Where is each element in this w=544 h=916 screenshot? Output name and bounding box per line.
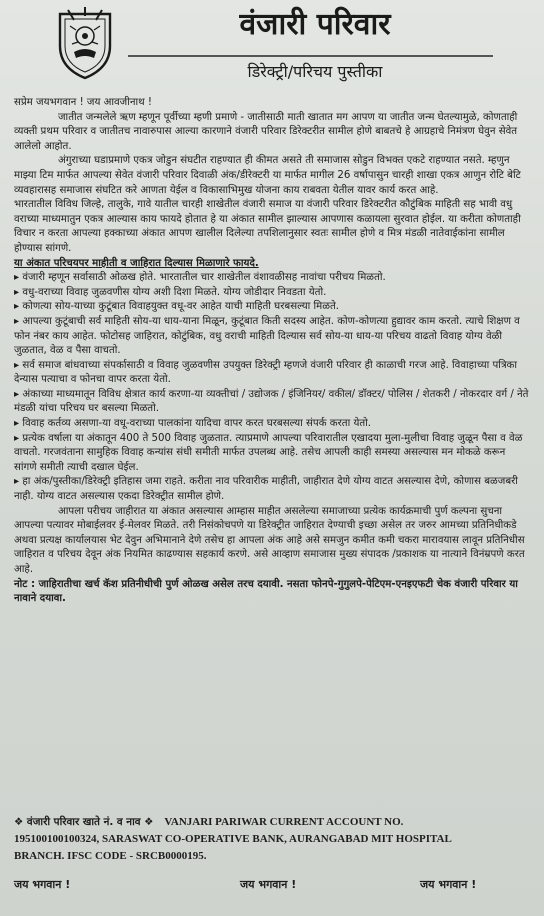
paragraph: अंगुराच्या घडाप्रमाणे एकत्र जोडुन संघटीत राहण्यात ही कीमत असते ती समाजास सोडुन विभक्त एकटे राहण्यात नसते. म्हणुन माझ्या टिम मार्फत आपल्या सेवेत वंजारी परिवार दिवाळी अंक/डीरेक्टरी या मार्फत मागील 26 वर्षापासुन चारही शाखा एकत्र आणुन रोटि बेटि व्यवहारासह समाजास संघटित करे आणता येईल व विकासाभिमुख योजना काय राबवता येतील यावर कार्य करत आहे. <box>14 155 521 196</box>
header <box>0 0 544 92</box>
account-line-3: BRANCH. IFSC CODE - SRCB0000195. <box>14 850 207 862</box>
footer-salutation: जय भगवान ! <box>14 878 71 891</box>
greeting: सप्रेम जयभगवान ! जय आवजीनाथ ! <box>14 97 152 108</box>
benefit-item: ▸ विवाह कर्तव्य असणा-या वधू-वराच्या पालकांना यादिचा वापर करत घरबसल्या संपर्क करता येतो. <box>14 417 530 432</box>
benefit-item: ▸ वधु-वराच्या विवाह जुळवणीस योग्य अशी दिशा मिळते. योग्य जोडीदार निवडता येतो. <box>14 286 530 301</box>
account-label: ❖ वंजारी परिवार खाते नं. व नाव ❖ <box>14 816 154 828</box>
account-line-1: VANJARI PARIWAR CURRENT ACCOUNT NO. <box>164 816 404 828</box>
payment-note: नोट : जाहिरातीचा खर्च कॅश प्रतिनीधीची पुर्ण ओळख असेल तरच दयावी. नसता फोनपे-गुगुलपे-पेटिएम-एनइएफटी चेक वंजारी परिवार या नावाने दयावा. <box>14 578 518 605</box>
benefit-item: ▸ अंकाच्या माध्यमातून विविध क्षेत्रात कार्य करणा-या व्यक्तीचां / उद्योजक / इंजिनियर/ वकील/ डॉक्टर/ पोलिस / शेतकरी / नोकरदार वर्ग / नेते मंडळी यांचा परिचय घर बसल्या मिळतो. <box>14 388 530 417</box>
benefit-item: ▸ हा अंक/पुस्तीका/डिरेक्ट्री इतिहास जमा राहते. करीता नाव परिवारीक माहीती, जाहीरात देणे योग्य वाटत असल्यास देणे, कोणास बळजबरी नाही. योग्य वाटत असल्यास एकदा डिरेक्ट्रीत सामील होणे. <box>14 475 530 504</box>
benefit-item: ▸ सर्व समाज बांधवाच्या संपर्कासाठी व विवाह जुळवणीस उपयुक्त डिरेक्ट्री म्हणजे वंजारी परिवार ही काळाची गरज आहे. विवाहाच्या पत्रिका देन्यास पत्याचा व फोनचा वापर करता येतो. <box>14 359 530 388</box>
benefit-item: ▸ आपल्या कुटूंबाची सर्व माहिती सोय-या धाय-याना मिळून, कुटूंबात किती सदस्य आहेत. कोण-कोणत्या हुद्यावर काम करतो. त्याचे शिक्षण व फोन नंबर काय आहेत. फोटोसह जाहिरात, कोटुंबिक, वधु वराची माहिती दिल्यास सर्व सोय-या धाय-या परिचय वाढतो विवाह योग्य वेळी जुळतात, वेळ व पैसा वाचतो. <box>14 315 530 359</box>
page-subtitle: डिरेक्ट्री/परिचय पुस्तीका <box>247 62 383 81</box>
benefit-item: ▸ कोणत्या सोय-याच्या कुटूंबात विवाहयुक्त वधू-वर आहेत याची माहिती घरबसल्या मिळते. <box>14 300 530 315</box>
title-divider <box>128 55 493 57</box>
account-details <box>14 814 530 865</box>
footer-salutation: जय भगवान ! <box>420 878 477 891</box>
benefit-item: ▸ वंजारी म्हणून सर्वासाठी ओळख होते. भारतातील चार शाखेतील वंशावळीसह नावांचा परीचय मिळतो. <box>14 271 530 286</box>
paragraph: जातीत जन्मलेले ऋण म्हणून पूर्वीच्या म्हणी प्रमाणे - जातीसाठी माती खातात मग आपण या जातीत जन्म घेतल्यामुळे, कोणताही व्यक्ती प्रथम परिवार व जातीतच नावारुपास आल्या कारणाने वंजारी परिवार डिरेक्टरीत सामील होणे बाबतचे हे आग्रहाचे निमंत्रण घेवुन सेवेत आलेलो आहोत. <box>14 111 518 152</box>
account-line-2: 195100100100324, SARASWAT CO-OPERATIVE BANK, AURANGABAD MIT HOSPITAL <box>14 833 452 845</box>
emblem-logo <box>54 6 116 80</box>
footer-salutation: जय भगवान ! <box>240 878 297 891</box>
page-title: वंजारी परिवार <box>239 7 391 42</box>
closing-paragraph: आपला परीचय जाहीरात या अंकात असल्यास आम्हास माहीत असलेल्या समाजाच्या प्रत्येक कार्यक्रमाची पुर्ण कल्पना सुचना आपल्या पत्यावर मोबाईलवर ई-मेलवर मिळते. तरी निसंकोचपणे या डिरेक्ट्रीत जाहिरात देण्याची इच्छा असेल तर जरुर आमच्या प्रतिनिधीकडे अथवा प्रत्यक्ष कार्यालयास भेट देवुन अभिमानाने देणे तसेच हा आपला अंक आहे असे समजुन कमीत कमी चकरा मारावयास लावून प्रतिनिधीस जाहिरात व परिचय देवून अंक नियमित काढण्यास सहकार्य करणे. असे आव्हाण समाजास मुख्य संपादक /प्रकाशक या नात्याने विनंम्रपणे करत आहे. <box>14 505 525 575</box>
paragraph: भारतातील विविध जिल्हे, तालुके, गावे यातील चारही शाखेतील वंजारी समाज या वंजारी परिवार डिरेक्टरीत कौटुंबिक माहिती सह भावी वधु वराच्या माध्यमातुन एकत्र आल्यास काय फायदे होतात हे या अंकात सामील झाल्यास आपणास कळायला सुरवात होईल. या करीता कोणताही विचार न करता आपल्या हक्काच्या अंकात आपण खालील दिलेल्या तपशिलानुसार स्वतः सामील होणे व मित्र मंडळी नातेवाईकांना सामील होण्यास सांगणे. <box>14 199 521 254</box>
benefits-heading: या अंकात परिचयपर माहीती व जाहिरात दिल्यास मिळाणारे फायदे. <box>14 257 259 269</box>
body-text <box>14 96 530 607</box>
benefit-item: ▸ प्रत्येक वर्षाला या अंकातून 400 ते 500 विवाह जुळतात. त्याप्रमाणे आपल्या परिवारातील एखादया मुला-मुलीचा विवाह जुळून पैसा व वेळ वाचतो. गरजवंताना सामुहिक विवाह कन्यांस संधी समीती मार्फत उपलब्ध आहे. तसेच आपली काही समस्या असल्यास मन मोकळे करून सांगणे समीती त्याची दखाल घेईल. <box>14 432 530 476</box>
